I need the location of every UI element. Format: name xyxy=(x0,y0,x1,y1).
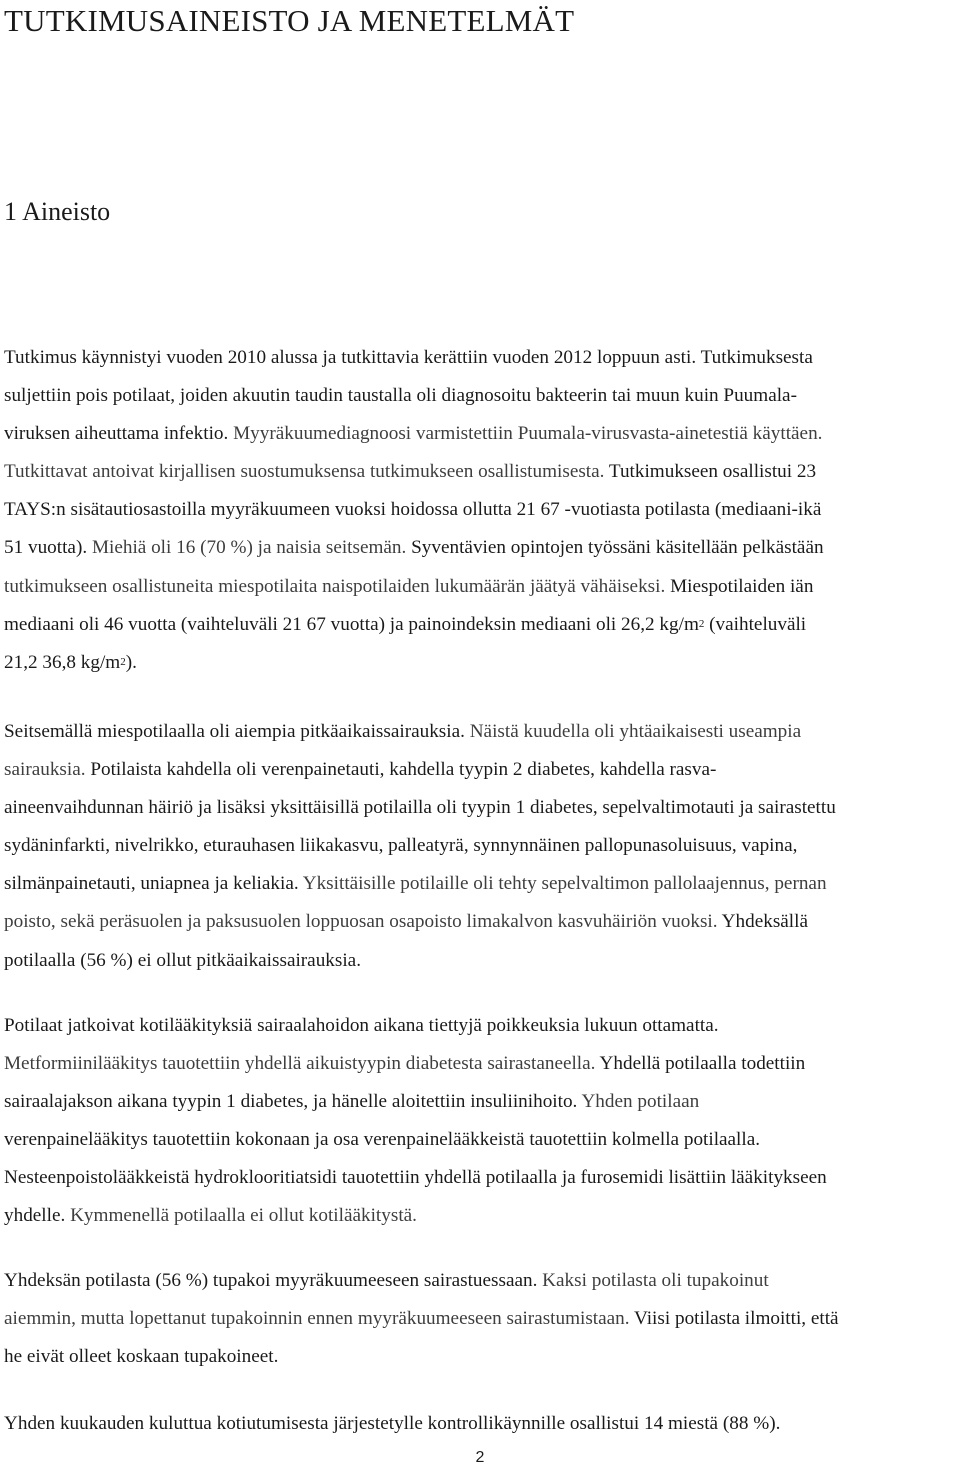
text-line: aineenvaihdunnan häiriö ja lisäksi yksittäisillä potilailla oli tyypin 1 diabetes, sepelvaltimotauti ja sairastettu xyxy=(4,797,836,819)
text-line xyxy=(4,644,958,682)
text-segment-sentence: Tutkittavat antoivat kirjallisen suostumuksensa tutkimukseen osallistumisesta. xyxy=(4,461,605,483)
document-title: TUTKIMUSAINEISTO JA MENETELMÄT xyxy=(4,3,575,38)
text-line: suljettiin pois potilaat, joiden akuutin taudin taustalla oli diagnosoitu bakteerin tai muun kuin Puumala- xyxy=(4,385,797,407)
text-line: Yhden kuukauden kuluttua kotiutumisesta järjestetylle kontrollikäynnille osallistui 14 miestä (88 %). xyxy=(4,1413,781,1434)
text-segment-sentence: Yksittäisille potilaille oli tehty sepelvaltimon pallolaajennus, pernan xyxy=(302,873,827,895)
text-line xyxy=(4,1197,958,1235)
text-segment-sentence: tutkimukseen osallistuneita miespotilaita naispotilaiden lukumäärän jäätyä vähäiseksi. xyxy=(4,575,666,597)
text-segment-sentence: Miehiä oli 16 (70 %) ja naisia seitsemän. xyxy=(91,537,407,559)
text-segment-sentence: Yhden potilaan xyxy=(581,1091,700,1113)
paragraph-smoking xyxy=(4,1262,958,1376)
text-segment: silmänpainetauti, uniapnea ja keliakia. xyxy=(4,873,299,895)
text-segment: Viisi potilasta ilmoitti, että xyxy=(634,1308,839,1330)
text-segment: Seitsemällä miespotilaalla oli aiempia pitkäaikaissairauksia. xyxy=(4,721,465,742)
text-segment-sentence: Kaksi potilasta oli tupakoinut xyxy=(542,1270,769,1291)
text-segment: mediaani oli 46 vuotta (vaihteluväli 21 67 vuotta) ja painoindeksin mediaani oli 26,2 kg/m xyxy=(4,613,699,635)
text-segment: ). xyxy=(125,651,137,673)
text-segment: Yhdeksällä xyxy=(721,911,808,933)
text-line xyxy=(4,713,958,751)
text-segment: Yhdeksän potilasta (56 %) tupakoi myyräkuumeeseen sairastuessaan. xyxy=(4,1270,538,1291)
text-segment-sentence: aiemmin, mutta lopettanut tupakoinnin ennen myyräkuumeeseen sairastumistaan. xyxy=(4,1308,630,1330)
text-line: Potilaat jatkoivat kotilääkityksiä sairaalahoidon aikana tiettyjä poikkeuksia lukuun ottamatta. xyxy=(4,1015,719,1036)
text-line xyxy=(4,453,958,491)
text-segment: 51 vuotta). xyxy=(4,537,88,559)
text-line: he eivät olleet koskaan tupakoineet. xyxy=(4,1346,279,1368)
text-segment: 21,2 36,8 kg/m xyxy=(4,651,121,673)
superscript: 2 xyxy=(698,617,705,630)
text-line xyxy=(4,568,958,606)
text-line xyxy=(4,751,958,789)
text-segment-sentence: Metformiinilääkitys tauotettiin yhdellä aikuistyypin diabetesta sairastaneella. xyxy=(4,1053,596,1075)
text-line: verenpainelääkitys tauotettiin kokonaan ja osa verenpainelääkkeistä tauotettiin kolmella potilaalla. xyxy=(4,1129,761,1151)
paragraph-medication xyxy=(4,1007,958,1236)
text-line xyxy=(4,1045,958,1083)
text-segment: Potilaista kahdella oli verenpainetauti, kahdella tyypin 2 diabetes, kahdella rasva- xyxy=(90,759,717,781)
paragraph-follow-up xyxy=(4,1405,958,1443)
text-segment: yhdelle. xyxy=(4,1205,66,1227)
text-segment-sentence: Kymmenellä potilaalla ei ollut kotilääkitystä. xyxy=(70,1205,417,1227)
text-line xyxy=(4,529,958,567)
text-segment: Yhdellä potilaalla todettiin xyxy=(599,1053,806,1075)
text-line xyxy=(4,903,958,941)
text-line: potilaalla (56 %) ei ollut pitkäaikaissairauksia. xyxy=(4,949,361,971)
text-line xyxy=(4,865,958,903)
superscript: 2 xyxy=(120,655,126,668)
text-segment-sentence: poisto, sekä peräsuolen ja paksusuolen loppuosan osapoisto limakalvon kasvuhäiriön vuoksi. xyxy=(4,911,718,933)
text-segment: Syventävien opintojen työssäni käsitellään pelkästään xyxy=(411,537,824,559)
paragraph-study-population xyxy=(4,339,958,682)
paragraph-chronic-diseases xyxy=(4,713,958,980)
text-line xyxy=(4,1300,958,1338)
text-segment: (vaihteluväli xyxy=(709,613,807,635)
text-line: TAYS:n sisätautiosastoilla myyräkuumeen vuoksi hoidossa ollutta 21 67 -vuotiasta potilasta (mediaani-ikä xyxy=(4,499,822,521)
text-segment-sentence: Myyräkuumediagnoosi varmistettiin Puumala-virusvasta-ainetestiä käyttäen. xyxy=(233,423,823,445)
text-line: Nesteenpoistolääkkeistä hydroklooritiatsidi tauotettiin yhdellä potilaalla ja furosemidi lisättiin lääkitykseen xyxy=(4,1167,827,1189)
text-line: Tutkimus käynnistyi vuoden 2010 alussa ja tutkittavia kerättiin vuoden 2012 loppuun asti. Tutkimuksesta xyxy=(4,347,813,368)
text-line xyxy=(4,606,958,644)
page-number: 2 xyxy=(475,1449,485,1466)
text-line xyxy=(4,415,958,453)
section-heading: 1 Aineisto xyxy=(4,197,111,226)
text-segment-sentence: Näistä kuudella oli yhtäaikaisesti useampia xyxy=(469,721,802,742)
text-line xyxy=(4,1262,958,1300)
text-line: sydäninfarkti, nivelrikko, eturauhasen liikakasvu, palleatyrä, synnynnäinen pallopunasoluisuus, vapina, xyxy=(4,835,798,857)
text-segment: sairaalajakson aikana tyypin 1 diabetes, ja hänelle aloitettiin insuliinihoito. xyxy=(4,1091,578,1113)
text-segment-sentence: sairauksia. xyxy=(4,759,86,781)
text-segment: viruksen aiheuttama infektio. xyxy=(4,423,229,445)
text-segment: Miespotilaiden iän xyxy=(670,575,814,597)
text-segment: Tutkimukseen osallistui 23 xyxy=(608,461,817,483)
text-line xyxy=(4,1083,958,1121)
